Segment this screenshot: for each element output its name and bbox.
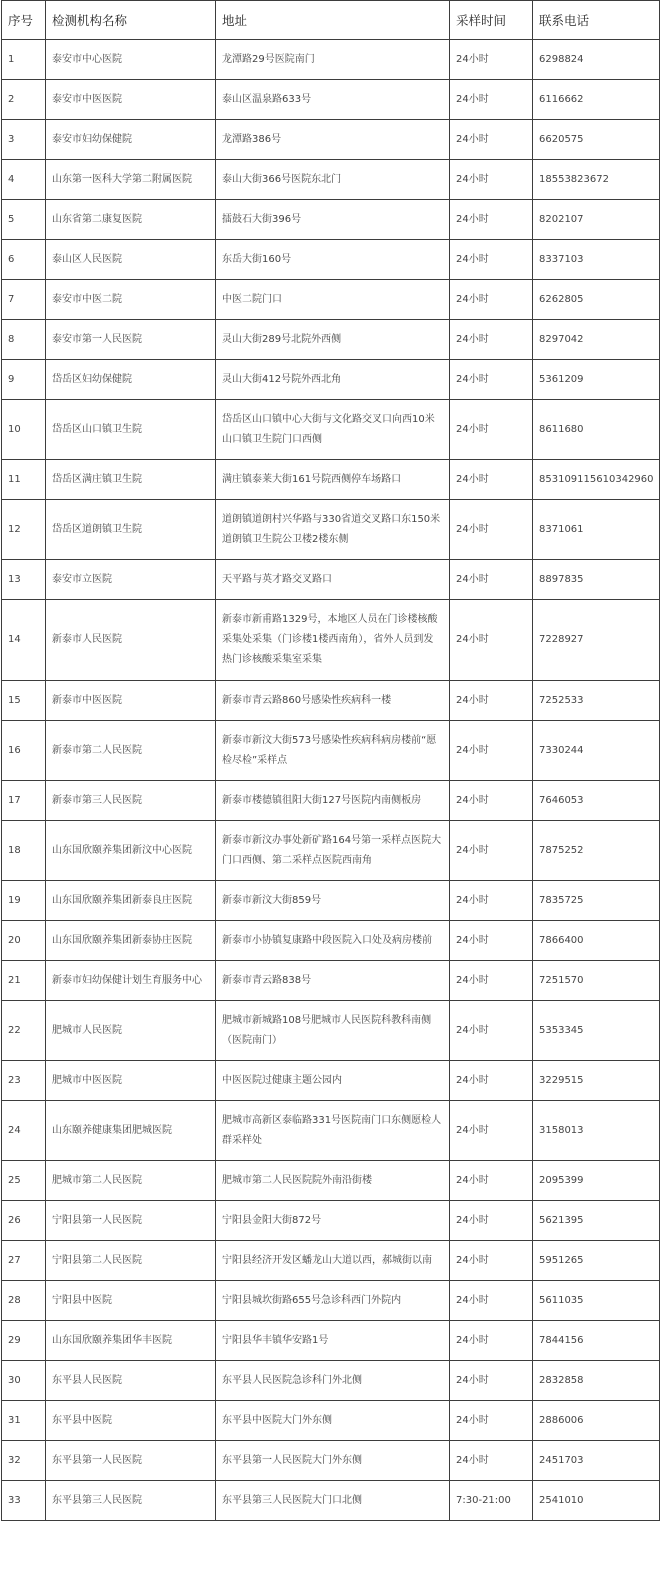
phone-number: 2832858 — [533, 1361, 660, 1401]
institution-name: 泰安市第一人民医院 — [46, 320, 216, 360]
row-number: 16 — [2, 721, 46, 781]
sampling-time: 24小时 — [450, 560, 533, 600]
row-number: 10 — [2, 400, 46, 460]
table-row — [2, 1281, 660, 1321]
address: 新泰市新汶大街573号感染性疾病科病房楼前“愿检尽检”采样点 — [216, 721, 450, 781]
sampling-time: 24小时 — [450, 1321, 533, 1361]
phone-number: 6262805 — [533, 280, 660, 320]
header-time: 采样时间 — [450, 1, 533, 40]
table-row — [2, 360, 660, 400]
institution-name: 泰安市中医医院 — [46, 80, 216, 120]
address: 新泰市青云路860号感染性疾病科一楼 — [216, 681, 450, 721]
row-number: 2 — [2, 80, 46, 120]
institution-name: 泰安市中心医院 — [46, 40, 216, 80]
phone-number: 2095399 — [533, 1161, 660, 1201]
phone-number: 6620575 — [533, 120, 660, 160]
phone-number: 8337103 — [533, 240, 660, 280]
sampling-time: 24小时 — [450, 120, 533, 160]
phone-number: 8371061 — [533, 500, 660, 560]
institution-name: 山东第一医科大学第二附属医院 — [46, 160, 216, 200]
sampling-time: 24小时 — [450, 1001, 533, 1061]
table-row — [2, 1001, 660, 1061]
table-row — [2, 1441, 660, 1481]
address: 新泰市新汶大街859号 — [216, 881, 450, 921]
institution-name: 肥城市人民医院 — [46, 1001, 216, 1061]
row-number: 15 — [2, 681, 46, 721]
institution-name: 东平县第三人民医院 — [46, 1481, 216, 1521]
row-number: 30 — [2, 1361, 46, 1401]
phone-number: 7835725 — [533, 881, 660, 921]
row-number: 29 — [2, 1321, 46, 1361]
institution-name: 泰安市立医院 — [46, 560, 216, 600]
address: 肥城市第二人民医院院外南沿街楼 — [216, 1161, 450, 1201]
address: 新泰市新甫路1329号，本地区人员在门诊楼核酸采集处采集（门诊楼1楼西南角），省外人员到发热门诊核酸采集室采集 — [216, 600, 450, 681]
institution-name: 泰安市中医二院 — [46, 280, 216, 320]
address: 东岳大街160号 — [216, 240, 450, 280]
table-row — [2, 1201, 660, 1241]
header-row — [2, 1, 660, 40]
address: 宁阳县金阳大街872号 — [216, 1201, 450, 1241]
table-row — [2, 160, 660, 200]
sampling-time: 24小时 — [450, 1361, 533, 1401]
institution-name: 东平县人民医院 — [46, 1361, 216, 1401]
phone-number: 5353345 — [533, 1001, 660, 1061]
address: 泰山大街366号医院东北门 — [216, 160, 450, 200]
table-row — [2, 240, 660, 280]
sampling-time: 24小时 — [450, 460, 533, 500]
table-row — [2, 1401, 660, 1441]
sampling-time: 24小时 — [450, 320, 533, 360]
row-number: 26 — [2, 1201, 46, 1241]
phone-number: 8611680 — [533, 400, 660, 460]
table-row — [2, 320, 660, 360]
address: 肥城市新城路108号肥城市人民医院科教科南侧（医院南门） — [216, 1001, 450, 1061]
address: 龙潭路29号医院南门 — [216, 40, 450, 80]
row-number: 31 — [2, 1401, 46, 1441]
sampling-time: 24小时 — [450, 1161, 533, 1201]
table-row — [2, 400, 660, 460]
header-phone: 联系电话 — [533, 1, 660, 40]
table-row — [2, 1161, 660, 1201]
row-number: 27 — [2, 1241, 46, 1281]
phone-number: 5611035 — [533, 1281, 660, 1321]
phone-number: 5951265 — [533, 1241, 660, 1281]
row-number: 33 — [2, 1481, 46, 1521]
institution-name: 新泰市第三人民医院 — [46, 781, 216, 821]
institution-name: 新泰市人民医院 — [46, 600, 216, 681]
table-row — [2, 120, 660, 160]
institution-name: 泰山区人民医院 — [46, 240, 216, 280]
sampling-time: 24小时 — [450, 360, 533, 400]
institution-name: 宁阳县中医院 — [46, 1281, 216, 1321]
sampling-time: 24小时 — [450, 40, 533, 80]
sampling-time: 24小时 — [450, 1201, 533, 1241]
table-row — [2, 200, 660, 240]
table-row — [2, 600, 660, 681]
sampling-time: 24小时 — [450, 400, 533, 460]
phone-number: 3158013 — [533, 1101, 660, 1161]
address: 新泰市青云路838号 — [216, 961, 450, 1001]
institution-name: 东平县第一人民医院 — [46, 1441, 216, 1481]
sampling-time: 7:30-21:00 — [450, 1481, 533, 1521]
table-row — [2, 961, 660, 1001]
sampling-time: 24小时 — [450, 1241, 533, 1281]
phone-number: 6298824 — [533, 40, 660, 80]
row-number: 1 — [2, 40, 46, 80]
row-number: 22 — [2, 1001, 46, 1061]
row-number: 9 — [2, 360, 46, 400]
institution-name: 山东国欣颐养集团新汶中心医院 — [46, 821, 216, 881]
table-row — [2, 1361, 660, 1401]
address: 灵山大街412号院外西北角 — [216, 360, 450, 400]
institution-name: 岱岳区山口镇卫生院 — [46, 400, 216, 460]
sampling-time: 24小时 — [450, 1281, 533, 1321]
institution-name: 肥城市中医医院 — [46, 1061, 216, 1101]
table-row — [2, 460, 660, 500]
row-number: 20 — [2, 921, 46, 961]
sampling-time: 24小时 — [450, 961, 533, 1001]
address: 灵山大街289号北院外西侧 — [216, 320, 450, 360]
phone-number: 7228927 — [533, 600, 660, 681]
address: 擂鼓石大街396号 — [216, 200, 450, 240]
sampling-time: 24小时 — [450, 721, 533, 781]
institution-name: 泰安市妇幼保健院 — [46, 120, 216, 160]
table-row — [2, 1321, 660, 1361]
row-number: 8 — [2, 320, 46, 360]
phone-number: 7251570 — [533, 961, 660, 1001]
header-name: 检测机构名称 — [46, 1, 216, 40]
institution-name: 山东省第二康复医院 — [46, 200, 216, 240]
institution-name: 宁阳县第一人民医院 — [46, 1201, 216, 1241]
address: 中医医院过健康主题公园内 — [216, 1061, 450, 1101]
header-address: 地址 — [216, 1, 450, 40]
sampling-time: 24小时 — [450, 781, 533, 821]
phone-number: 2541010 — [533, 1481, 660, 1521]
row-number: 6 — [2, 240, 46, 280]
phone-number: 3229515 — [533, 1061, 660, 1101]
row-number: 14 — [2, 600, 46, 681]
testing-institutions-table — [1, 0, 660, 1521]
table-row — [2, 560, 660, 600]
phone-number: 7252533 — [533, 681, 660, 721]
address: 东平县第三人民医院大门口北侧 — [216, 1481, 450, 1521]
row-number: 32 — [2, 1441, 46, 1481]
address: 中医二院门口 — [216, 280, 450, 320]
table-row — [2, 881, 660, 921]
address: 东平县第一人民医院大门外东侧 — [216, 1441, 450, 1481]
institution-name: 山东颐养健康集团肥城医院 — [46, 1101, 216, 1161]
institution-name: 宁阳县第二人民医院 — [46, 1241, 216, 1281]
phone-number: 18553823672 — [533, 160, 660, 200]
row-number: 25 — [2, 1161, 46, 1201]
phone-number: 8297042 — [533, 320, 660, 360]
phone-number: 6116662 — [533, 80, 660, 120]
sampling-time: 24小时 — [450, 1401, 533, 1441]
table-row — [2, 921, 660, 961]
row-number: 3 — [2, 120, 46, 160]
row-number: 4 — [2, 160, 46, 200]
institution-name: 山东国欣颐养集团新泰良庄医院 — [46, 881, 216, 921]
table-row — [2, 500, 660, 560]
phone-number: 8897835 — [533, 560, 660, 600]
institution-name: 新泰市第二人民医院 — [46, 721, 216, 781]
table-row — [2, 721, 660, 781]
address: 肥城市高新区泰临路331号医院南门口东侧愿检人群采样处 — [216, 1101, 450, 1161]
institution-name: 山东国欣颐养集团新泰协庄医院 — [46, 921, 216, 961]
row-number: 19 — [2, 881, 46, 921]
sampling-time: 24小时 — [450, 881, 533, 921]
header-no: 序号 — [2, 1, 46, 40]
address: 宁阳县经济开发区蟠龙山大道以西，郝城街以南 — [216, 1241, 450, 1281]
institution-name: 肥城市第二人民医院 — [46, 1161, 216, 1201]
sampling-time: 24小时 — [450, 921, 533, 961]
sampling-time: 24小时 — [450, 200, 533, 240]
address: 龙潭路386号 — [216, 120, 450, 160]
table-row — [2, 1481, 660, 1521]
address: 新泰市小协镇复康路中段医院入口处及病房楼前 — [216, 921, 450, 961]
phone-number: 853109115610342960 — [533, 460, 660, 500]
phone-number: 7875252 — [533, 821, 660, 881]
table-row — [2, 80, 660, 120]
row-number: 5 — [2, 200, 46, 240]
sampling-time: 24小时 — [450, 240, 533, 280]
sampling-time: 24小时 — [450, 821, 533, 881]
institution-name: 新泰市中医医院 — [46, 681, 216, 721]
row-number: 11 — [2, 460, 46, 500]
address: 东平县中医院大门外东侧 — [216, 1401, 450, 1441]
sampling-time: 24小时 — [450, 80, 533, 120]
sampling-time: 24小时 — [450, 500, 533, 560]
institution-name: 山东国欣颐养集团华丰医院 — [46, 1321, 216, 1361]
row-number: 23 — [2, 1061, 46, 1101]
phone-number: 7646053 — [533, 781, 660, 821]
row-number: 28 — [2, 1281, 46, 1321]
institution-name: 新泰市妇幼保健计划生育服务中心 — [46, 961, 216, 1001]
table-row — [2, 1101, 660, 1161]
address: 天平路与英才路交叉路口 — [216, 560, 450, 600]
phone-number: 2451703 — [533, 1441, 660, 1481]
sampling-time: 24小时 — [450, 600, 533, 681]
sampling-time: 24小时 — [450, 681, 533, 721]
table-row — [2, 821, 660, 881]
sampling-time: 24小时 — [450, 280, 533, 320]
row-number: 12 — [2, 500, 46, 560]
table-row — [2, 681, 660, 721]
table-row — [2, 280, 660, 320]
phone-number: 2886006 — [533, 1401, 660, 1441]
address: 新泰市楼德镇徂阳大街127号医院内南侧板房 — [216, 781, 450, 821]
phone-number: 7844156 — [533, 1321, 660, 1361]
row-number: 17 — [2, 781, 46, 821]
table-row — [2, 1241, 660, 1281]
institution-name: 岱岳区妇幼保健院 — [46, 360, 216, 400]
table-row — [2, 1061, 660, 1101]
sampling-time: 24小时 — [450, 1441, 533, 1481]
table-row — [2, 40, 660, 80]
address: 满庄镇泰莱大街161号院西侧停车场路口 — [216, 460, 450, 500]
institution-name: 岱岳区满庄镇卫生院 — [46, 460, 216, 500]
table-row — [2, 781, 660, 821]
row-number: 24 — [2, 1101, 46, 1161]
sampling-time: 24小时 — [450, 160, 533, 200]
address: 宁阳县华丰镇华安路1号 — [216, 1321, 450, 1361]
address: 新泰市新汶办事处新矿路164号第一采样点医院大门口西侧、第二采样点医院西南角 — [216, 821, 450, 881]
phone-number: 7866400 — [533, 921, 660, 961]
row-number: 18 — [2, 821, 46, 881]
address: 泰山区温泉路633号 — [216, 80, 450, 120]
phone-number: 8202107 — [533, 200, 660, 240]
phone-number: 7330244 — [533, 721, 660, 781]
address: 宁阳县城坎街路655号急诊科西门外院内 — [216, 1281, 450, 1321]
phone-number: 5361209 — [533, 360, 660, 400]
address: 东平县人民医院急诊科门外北侧 — [216, 1361, 450, 1401]
institution-name: 东平县中医院 — [46, 1401, 216, 1441]
address: 道朗镇道朗村兴华路与330省道交叉路口东150米道朗镇卫生院公卫楼2楼东侧 — [216, 500, 450, 560]
sampling-time: 24小时 — [450, 1061, 533, 1101]
institution-name: 岱岳区道朗镇卫生院 — [46, 500, 216, 560]
row-number: 13 — [2, 560, 46, 600]
sampling-time: 24小时 — [450, 1101, 533, 1161]
phone-number: 5621395 — [533, 1201, 660, 1241]
table-body — [2, 40, 660, 1521]
row-number: 21 — [2, 961, 46, 1001]
row-number: 7 — [2, 280, 46, 320]
address: 岱岳区山口镇中心大街与文化路交叉口向西10米山口镇卫生院门口西侧 — [216, 400, 450, 460]
